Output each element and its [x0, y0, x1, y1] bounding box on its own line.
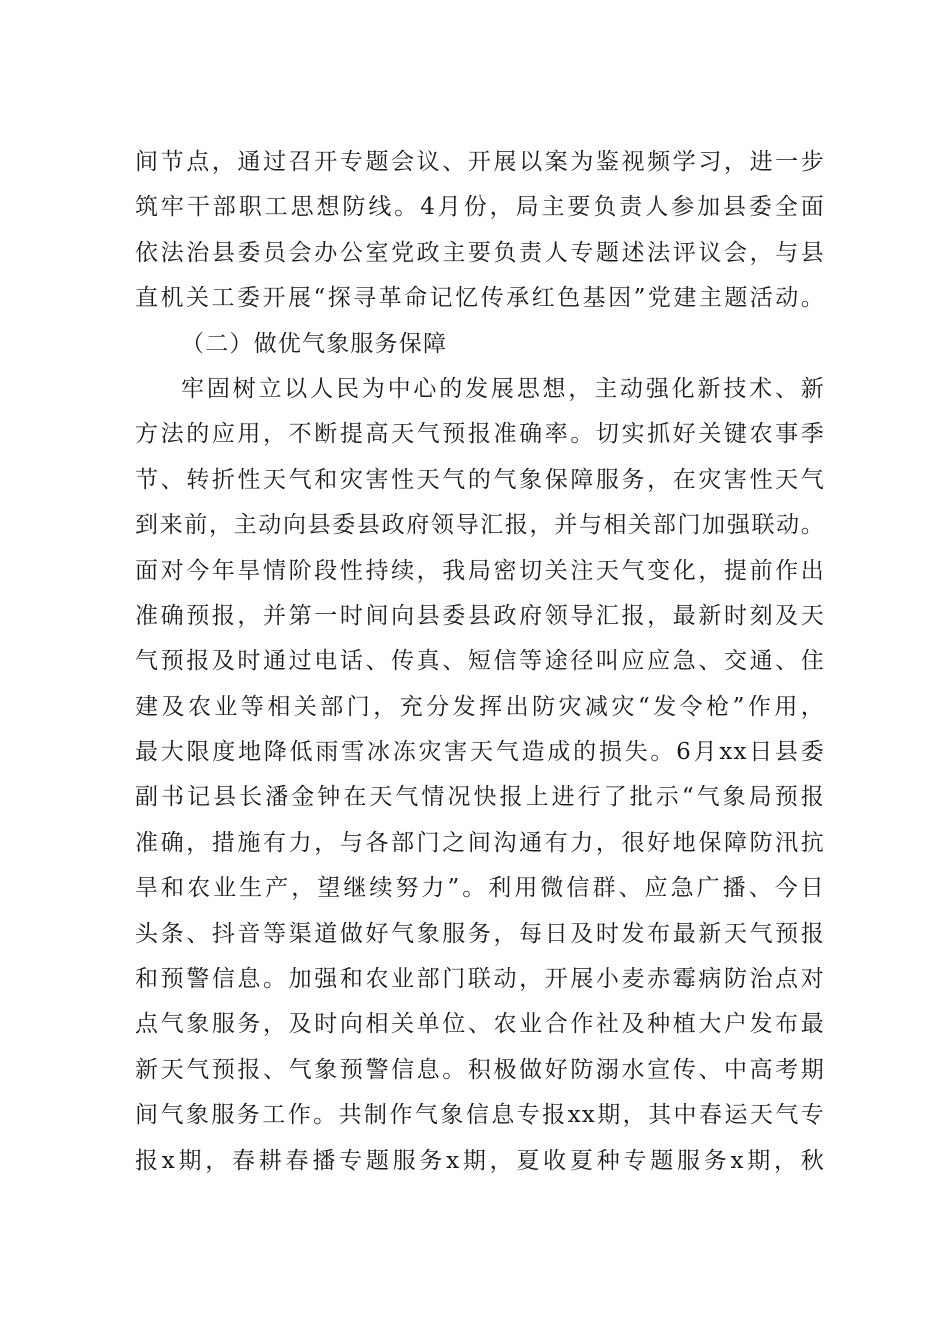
body-line: 气预报及时通过电话、传真、短信等途径叫应应急、交通、住	[135, 648, 825, 675]
body-line: 副书记县长潘金钟在天气情况快报上进行了批示“气象局预报	[135, 784, 825, 811]
body-line: 准确预报，并第一时间向县委县政府领导汇报，最新时刻及天	[135, 602, 825, 629]
paragraph-first-line: 牢固树立以人民为中心的发展思想，主动强化新技术、新	[181, 375, 825, 402]
section-heading: （二）做优气象服务保障	[181, 330, 448, 357]
body-line: 面对今年旱情阶段性持续，我局密切关注天气变化，提前作出	[135, 557, 825, 584]
body-line: 头条、抖音等渠道做好气象服务，每日及时发布最新天气预报	[135, 920, 825, 947]
body-line: 间节点，通过召开专题会议、开展以案为鉴视频学习，进一步	[135, 149, 825, 175]
body-line: 最大限度地降低雨雪冰冻灾害天气造成的损失。6月xx日县委	[135, 739, 825, 766]
body-line: 新天气预报、气象预警信息。积极做好防溺水宣传、中高考期	[135, 1056, 825, 1083]
body-line: 到来前，主动向县委县政府领导汇报，并与相关部门加强联动。	[135, 512, 825, 539]
body-line: 准确，措施有力，与各部门之间沟通有力，很好地保障防汛抗	[135, 829, 825, 856]
body-line: 直机关工委开展“探寻革命记忆传承红色基因”党建主题活动。	[135, 285, 825, 312]
body-line: 节、转折性天气和灾害性天气的气象保障服务，在灾害性天气	[135, 466, 825, 493]
body-line: 方法的应用，不断提高天气预报准确率。切实抓好关键农事季	[135, 421, 825, 448]
body-line: 依法治县委员会办公室党政主要负责人专题述法评议会，与县	[135, 239, 825, 266]
body-line: 间气象服务工作。共制作气象信息专报xx期，其中春运天气专	[135, 1102, 825, 1129]
document-body	[135, 140, 825, 1184]
body-line: 报x期，春耕春播专题服务x期，夏收夏种专题服务x期，秋	[135, 1147, 825, 1174]
body-line: 筑牢干部职工思想防线。4月份，局主要负责人参加县委全面	[135, 194, 825, 221]
body-line: 点气象服务，及时向相关单位、农业合作社及种植大户发布最	[135, 1011, 825, 1038]
body-line: 建及农业等相关部门，充分发挥出防灾减灾“发令枪”作用，	[135, 693, 825, 720]
body-line: 旱和农业生产，望继续努力”。利用微信群、应急广播、今日	[135, 875, 825, 902]
body-line: 和预警信息。加强和农业部门联动，开展小麦赤霉病防治点对	[135, 966, 825, 993]
